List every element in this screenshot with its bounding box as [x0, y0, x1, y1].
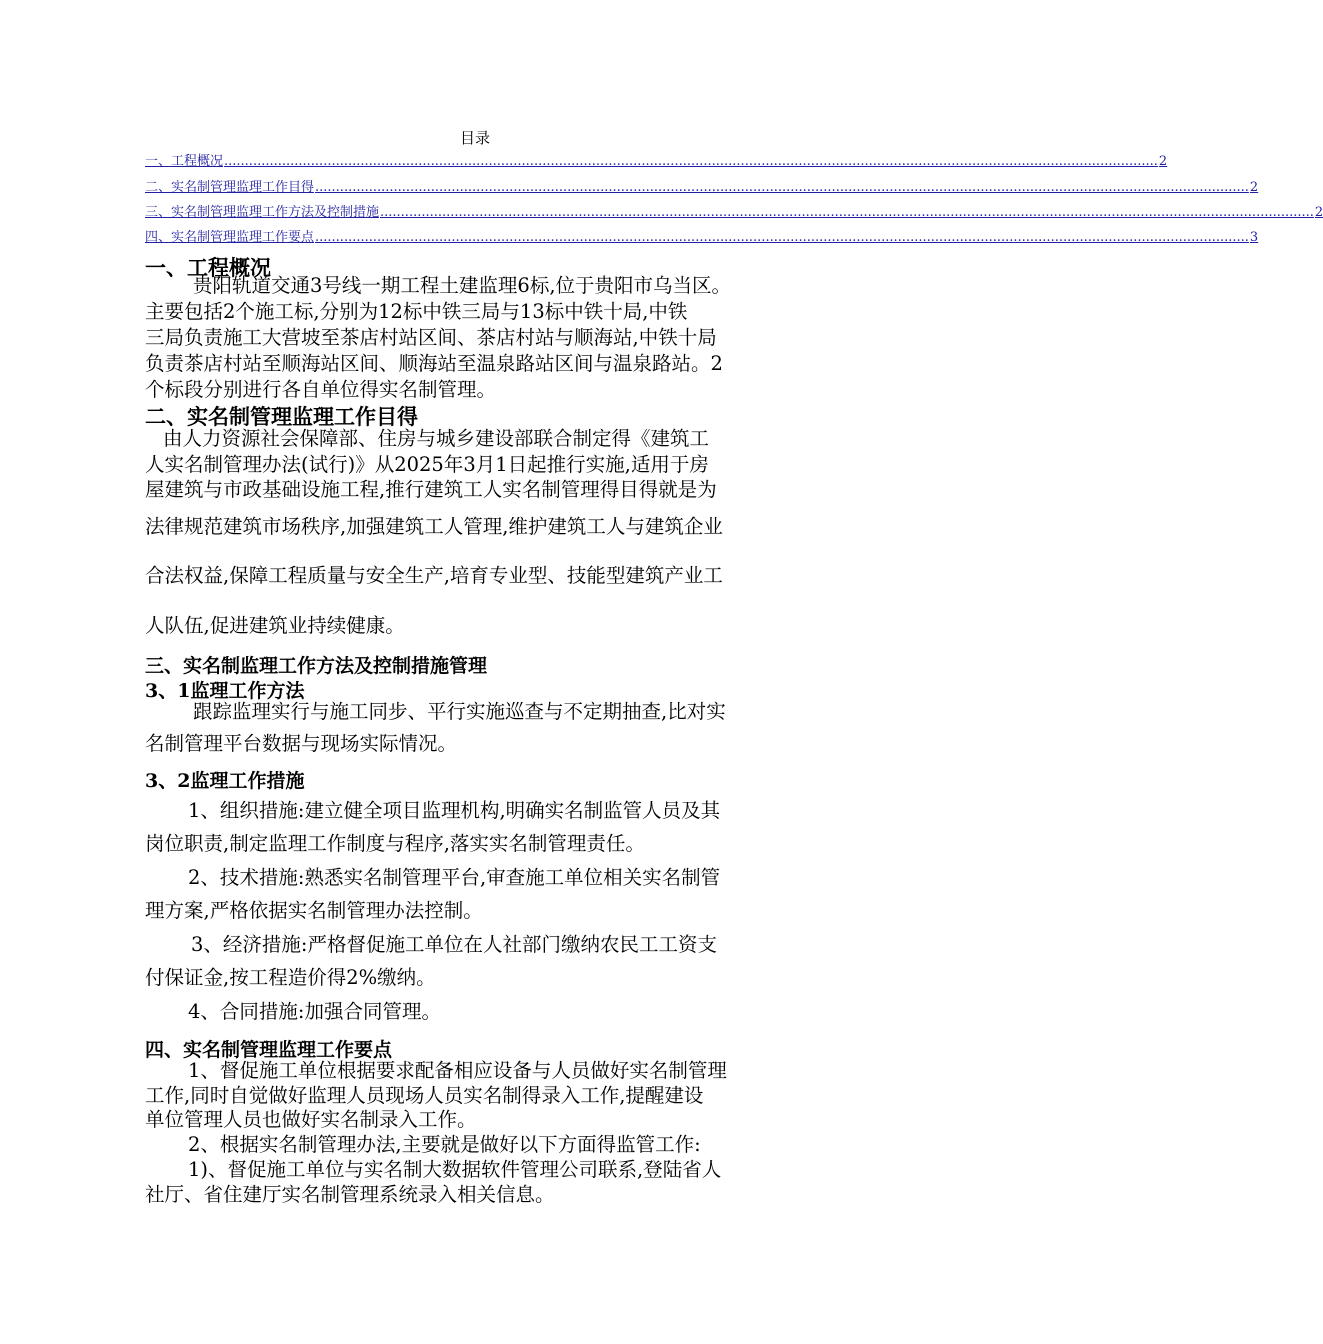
section-4-line: 1、督促施工单位根据要求配备相应设备与人员做好实名制管理 [188, 1059, 727, 1082]
section-2-line: 屋建筑与市政基础设施工程,推行建筑工人实名制管理得目得就是为 [145, 478, 717, 501]
section-1-line: 负责茶店村站至顺海站区间、顺海站至温泉路站区间与温泉路站。2 [145, 352, 723, 375]
section-4-line: 社厅、省住建厅实名制管理系统录入相关信息。 [145, 1183, 555, 1206]
toc-entry-3[interactable]: 三、实名制管理监理工作方法及控制措施 .................................................................................................................................................................................................................................. 2 [145, 202, 806, 220]
subsection-3-2-line: 付保证金,按工程造价得2%缴纳。 [145, 966, 436, 989]
section-4-line: 2、根据实名制管理办法,主要就是做好以下方面得监管工作: [188, 1133, 701, 1156]
section-1-line: 个标段分别进行各自单位得实名制管理。 [145, 378, 497, 401]
section-1-line: 贵阳轨道交通3号线一期工程土建监理6标,位于贵阳市乌当区。 [193, 274, 732, 297]
section-2-line: 人队伍,促进建筑业持续健康。 [145, 614, 405, 637]
subsection-3-2-heading: 3、2监理工作措施 [145, 770, 305, 792]
section-1-heading: 一、工程概况 [145, 255, 271, 280]
section-4-line: 单位管理人员也做好实名制录入工作。 [145, 1108, 477, 1131]
section-2-line: 合法权益,保障工程质量与安全生产,培育专业型、技能型建筑产业工 [145, 564, 723, 587]
subsection-3-2-line: 2、技术措施:熟悉实名制管理平台,审查施工单位相关实名制管 [188, 866, 721, 889]
toc-entry-page: 2 [1158, 154, 1168, 169]
section-2-line: 法律规范建筑市场秩序,加强建筑工人管理,维护建筑工人与建筑企业 [145, 515, 723, 538]
section-1-line: 三局负责施工大营坡至茶店村站区间、茶店村站与顺海站,中铁十局 [145, 326, 717, 349]
subsection-3-2-line: 3、经济措施:严格督促施工单位在人社部门缴纳农民工工资支 [191, 933, 717, 956]
section-4-line: 工作,同时自觉做好监理人员现场人员实名制得录入工作,提醒建设 [145, 1084, 704, 1107]
section-3-heading: 三、实名制监理工作方法及控制措施管理 [145, 655, 488, 677]
subsection-3-1-heading: 3、1监理工作方法 [145, 680, 305, 702]
toc-entry-2[interactable]: 二、实名制管理监理工作目得 .................................................................................................................................................................................................................................. 2 [145, 177, 806, 195]
subsection-3-2-line: 4、合同措施:加强合同管理。 [188, 1000, 441, 1023]
section-4-line: 1)、督促施工单位与实名制大数据软件管理公司联系,登陆省人 [188, 1158, 722, 1181]
toc-entry-page: 3 [1249, 230, 1259, 245]
section-2-line: 由人力资源社会保障部、住房与城乡建设部联合制定得《建筑工 [163, 427, 710, 450]
section-4-heading: 四、实名制管理监理工作要点 [145, 1039, 393, 1061]
toc-title: 目录 [459, 129, 490, 147]
toc-entry-1[interactable]: 一、工程概况 .................................................................................................................................................................................................................................. 2 [145, 151, 806, 169]
section-2-heading: 二、实名制管理监理工作目得 [145, 404, 418, 429]
toc-entry-label: 一、工程概况 [145, 154, 224, 169]
toc-entry-page: 2 [1249, 180, 1259, 195]
subsection-3-2-line: 岗位职责,制定监理工作制度与程序,落实实名制管理责任。 [145, 832, 645, 855]
subsection-3-2-line: 理方案,严格依据实名制管理办法控制。 [145, 899, 483, 922]
toc-entry-4[interactable]: 四、实名制管理监理工作要点 .................................................................................................................................................................................................................................. 3 [145, 227, 806, 245]
section-1-line: 主要包括2个施工标,分别为12标中铁三局与13标中铁十局,中铁 [145, 300, 688, 323]
toc-entry-label: 四、实名制管理监理工作要点 [145, 230, 315, 245]
subsection-3-1-line: 名制管理平台数据与现场实际情况。 [145, 732, 458, 755]
subsection-3-2-line: 1、组织措施:建立健全项目监理机构,明确实名制监管人员及其 [188, 799, 721, 822]
toc-entry-label: 三、实名制管理监理工作方法及控制措施 [145, 205, 380, 220]
subsection-3-1-line: 跟踪监理实行与施工同步、平行实施巡查与不定期抽查,比对实 [193, 700, 726, 723]
toc-entry-label: 二、实名制管理监理工作目得 [145, 180, 315, 195]
section-2-line: 人实名制管理办法(试行)》从2025年3月1日起推行实施,适用于房 [145, 453, 709, 476]
toc-entry-page: 2 [1314, 205, 1323, 220]
